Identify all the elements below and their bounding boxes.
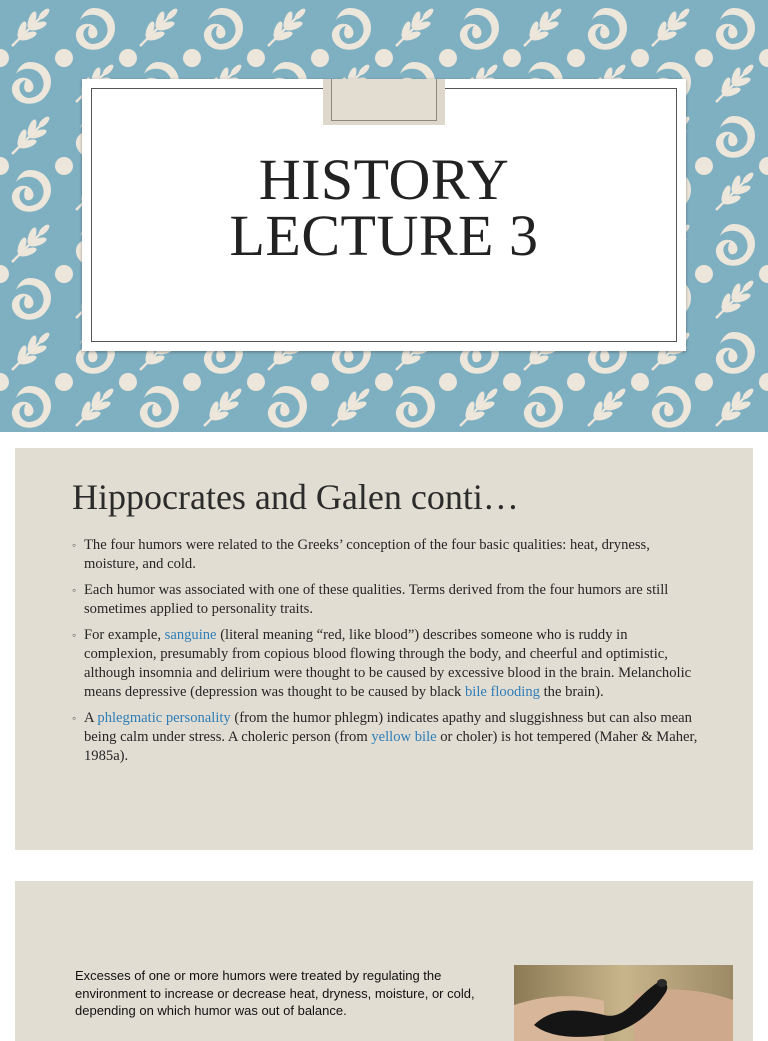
title-slide [0,0,768,432]
leech-photo [514,965,733,1041]
phlegmatic-personality-link[interactable]: phlegmatic personality [97,710,231,726]
bullet-text: Each humor was associated with one of these qualities. Terms derived from the four humors are still sometimes applied to personality traits. [84,582,669,617]
title-line-2: LECTURE 3 [229,203,539,268]
slide-body-text: Excesses of one or more humors were treated by regulating the environment to increase or decrease heat, dryness, moisture, or cold, depending on which humor was out of balance. [75,968,475,1018]
content-slide [15,448,753,850]
bullet-icon: ◦ [72,538,77,552]
bullet-item: ◦ For example, sanguine (literal meaning “red, like blood”) describes someone who is ruddy in complexion, presumably from copious blood flowing through the body, and cheerful and optimistic, although insomnia and delirium were thought to be caused by excessive blood in the brain. Melancholic means depressive (depression was thought to be caused by black bile flooding the brain). [72,627,692,700]
bullet-item [72,581,702,619]
bullet-icon: ◦ [72,583,77,597]
bile-flooding-link[interactable]: bile flooding [464,684,540,700]
bullet-item [72,536,702,574]
bullet-item: ◦ A phlegmatic personality (from the humor phlegm) indicates apathy and sluggishness but can also mean being calm under stress. A choleric person (from yellow bile or choler) is hot tempered (Maher & Maher, 1985a). [72,710,698,764]
next-slide [15,881,753,1041]
title-tab [323,79,445,125]
slide-heading: Hippocrates and Galen conti… [72,477,519,517]
bullet-list [72,536,702,773]
bullet-text: The four humors were related to the Greeks’ conception of the four basic qualities: heat, dryness, moisture, and cold. [84,537,650,572]
slide-title [82,147,686,268]
bullet-icon: ◦ [72,628,77,642]
yellow-bile-link[interactable]: yellow bile [371,729,437,745]
sanguine-link[interactable]: sanguine [164,627,217,643]
title-line-1: HISTORY [258,147,510,212]
bullet-icon: ◦ [72,711,77,725]
